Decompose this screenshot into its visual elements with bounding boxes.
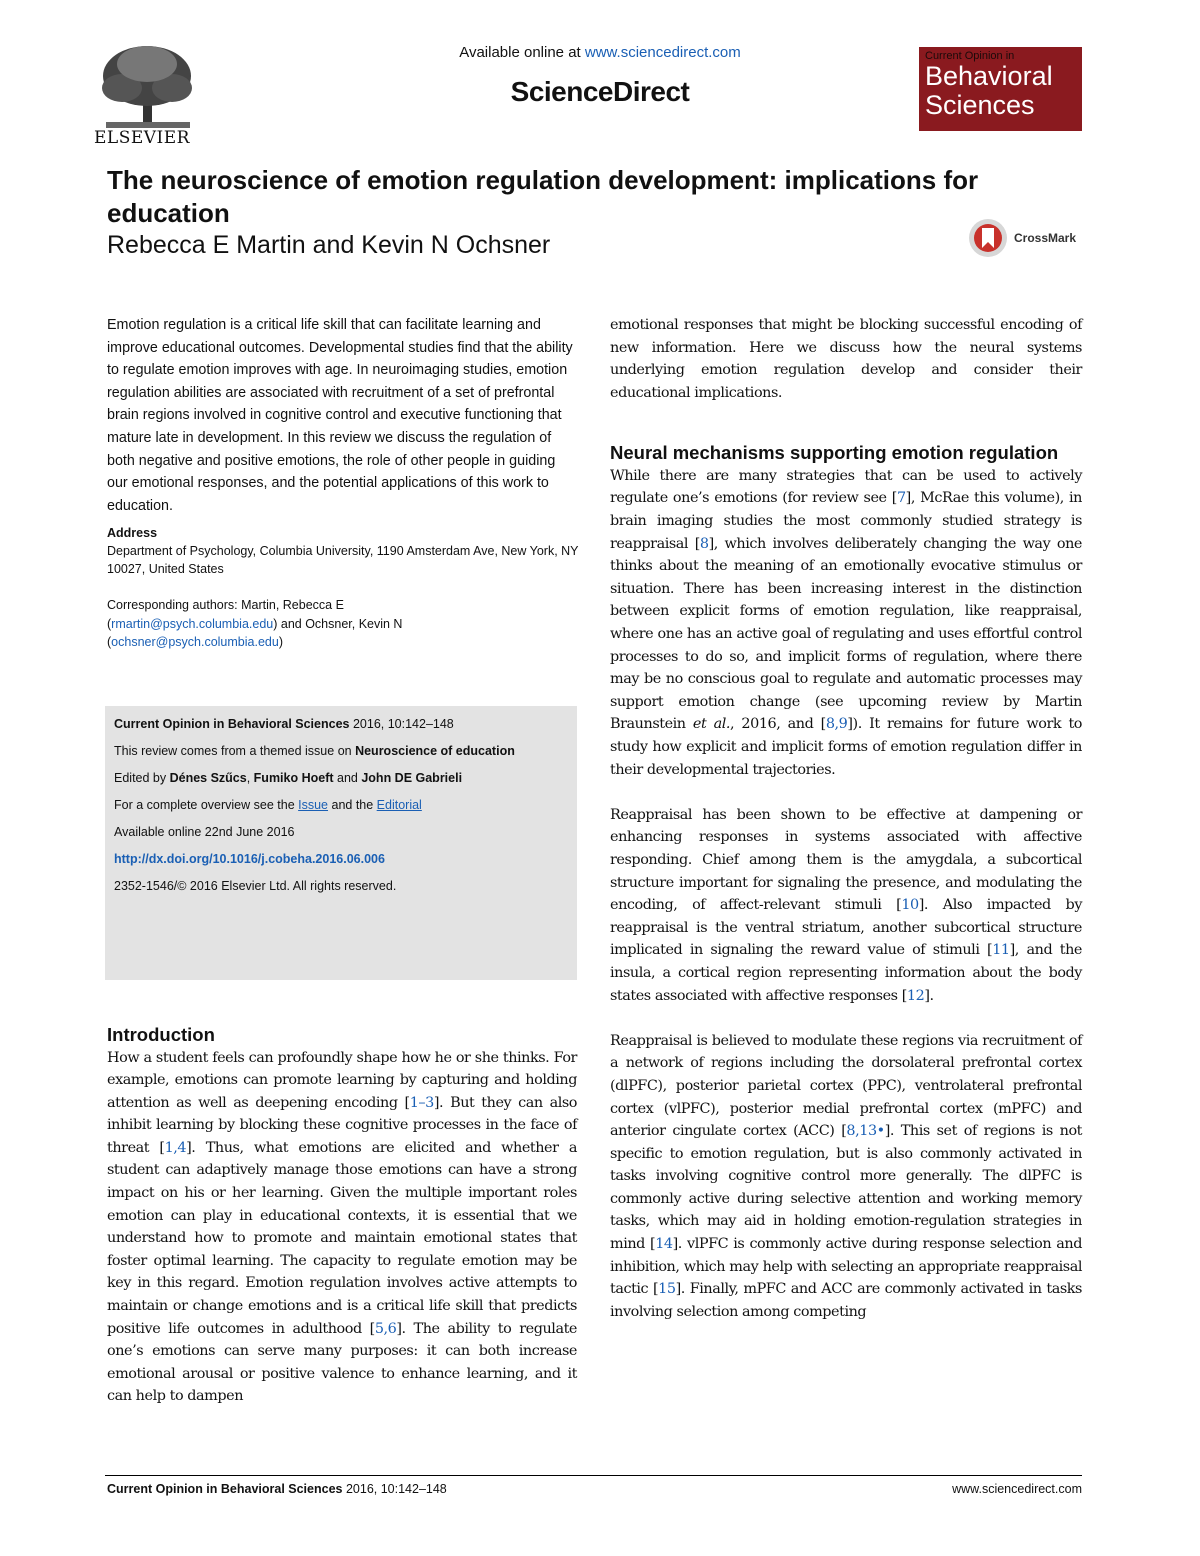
overview: For a complete overview see the Issue and the Editorial xyxy=(114,798,422,812)
copyright: 2352-1546/© 2016 Elsevier Ltd. All rights reserved. xyxy=(114,879,397,893)
neural-mechanisms-paragraph-3: Reappraisal is believed to modulate these regions via recruitment of a network of regions including the dorsolateral prefrontal cortex (dlPFC), posterior parietal cortex (PPC), ventrolateral prefrontal cortex (vlPFC), posterior medial prefrontal cortex (mPFC) and anterior cingulate cortex (ACC) [8,13•]. This set of regions is not specific to emotion regulation, but is also commonly activated in tasks involving cognitive control more generally. The dlPFC is commonly active during selective attention and working memory tasks, which may aid in holding emotion-regulation strategies in mind [14]. vlPFC is commonly active during response selection and inhibition, which may help with selecting an appropriate reappraisal tactic [15]. Finally, mPFC and ACC are commonly activated in tasks involving selection among competing xyxy=(610,1032,1083,1320)
neural-mechanisms-paragraph-2: Reappraisal has been shown to be effective at dampening or enhancing responses in systems associated with affective responding. Chief among them is the amygdala, a subcortical structure important for signaling the presence, and modulating the encoding, of affect-relevant stimuli [10]. Also impacted by reappraisal is the ventral striatum, another subcortical structure implicated in signaling the reward value of stimuli [11], and the insula, a cortical region representing information about the body states associated with affective responses [12]. xyxy=(610,806,1083,1004)
available-date: Available online 22nd June 2016 xyxy=(114,825,295,839)
footer-rule xyxy=(105,1475,1082,1476)
email-ochsner-link[interactable]: ochsner@psych.columbia.edu xyxy=(111,635,279,650)
editorial-link[interactable]: Editorial xyxy=(376,798,422,812)
introduction-paragraph: How a student feels can profoundly shape how he or she thinks. For example, emotions can promote learning by capturing and holding attention as well as deepening encoding [1–3]. But they can also inhibit learning by blocking these cognitive processes in the face of threat [1,4]. Thus, what emotions are elicited and whether a student can adaptively manage those emotions can have a strong impact on his or her learning. Given the multiple important roles emotion can play in educational contexts, it is essential that we understand how to promote and maintain emotional states that foster optimal learning. The capacity to regulate emotion may be key in this regard. Emotion regulation involves active attempts to maintain or change emotions and is a critical life skill that predicts positive life outcomes in adulthood [5,6]. The ability to regulate one’s emotions can serve many purposes: it can both increase emotional arousal or positive valence to enhance learning, and it can help to dampen xyxy=(107,1049,578,1405)
sciencedirect-link[interactable]: www.sciencedirect.com xyxy=(584,44,741,61)
abstract: Emotion regulation is a critical life skill that can facilitate learning and improve educational outcomes. Developmental studies find that the ability to regulate emotion improves with age. In neuroimaging studies, emotion regulation abilities are associated with recruitment of a set of prefrontal brain regions involved in cognitive control and executive functioning that mature late in development. In this review we discuss the regulation of both negative and positive emotions, the role of other people in guiding our emotional responses, and the potential applications of this work to education. xyxy=(107,317,573,514)
footer-citation: Current Opinion in Behavioral Sciences 2016, 10:142–148 xyxy=(107,1482,447,1496)
neural-mechanisms-paragraph-1: While there are many strategies that can be used to actively regulate one’s emotions (for review see [7], McRae this volume), in brain imaging studies the most commonly studied strategy is reappraisal [8], which involves deliberately changing the way one thinks about the meaning of an emotionally evocative stimulus or situation. There has been increasing interest in the distinction between explicit forms of emotion regulation, like reappraisal, where one has an active goal of regulating and uses effortful control processes to do so, and implicit forms of regulation, where there may be no conscious goal to regulate and automatic processes may support emotion change (see upcoming review by Martin Braunstein et al., 2016, and [8,9]). It remains for future work to study how explicit and implicit forms of emotion regulation differ in their developmental trajectories. xyxy=(610,467,1082,778)
left-column xyxy=(107,314,579,652)
crossmark-badge[interactable] xyxy=(968,217,1083,259)
journal-logo xyxy=(919,47,1082,131)
article-authors: Rebecca E Martin and Kevin N Ochsner xyxy=(107,231,551,259)
article-info-box xyxy=(105,706,577,980)
footer-url[interactable]: www.sciencedirect.com xyxy=(952,1482,1082,1496)
crossmark-icon xyxy=(968,218,1008,258)
address-text: Department of Psychology, Columbia University, 1190 Amsterdam Ave, New York, NY 10027, United States xyxy=(107,544,579,577)
introduction-section xyxy=(107,1024,577,1408)
journal-logo-line1: Behavioral xyxy=(925,61,1053,91)
publisher-name: ELSEVIER xyxy=(94,128,190,148)
journal-logo-small: Current Opinion in xyxy=(925,50,1015,62)
article-title: The neuroscience of emotion regulation development: implications for education xyxy=(107,165,979,228)
doi-link[interactable]: http://dx.doi.org/10.1016/j.cobeha.2016.06.006 xyxy=(114,852,385,866)
right-column xyxy=(610,314,1082,1323)
citation-line: Current Opinion in Behavioral Sciences 2016, 10:142–148 xyxy=(114,717,454,731)
introduction-heading: Introduction xyxy=(107,1024,215,1045)
email-martin-link[interactable]: rmartin@psych.columbia.edu xyxy=(111,616,274,631)
abstract-continuation: emotional responses that might be blocking successful encoding of new information. Here we discuss how the neural systems underlying emotion regulation develop and consider their educational implications. xyxy=(610,317,1082,401)
themed-issue: This review comes from a themed issue on Neuroscience of education xyxy=(114,744,515,758)
issue-link[interactable]: Issue xyxy=(298,798,329,812)
elsevier-logo xyxy=(92,42,202,150)
neural-mechanisms-heading: Neural mechanisms supporting emotion regulation xyxy=(610,442,1059,464)
platform-name: ScienceDirect xyxy=(510,76,690,107)
address-heading: Address xyxy=(107,526,158,541)
corresponding-authors: Corresponding authors: Martin, Rebecca E (rmartin@psych.columbia.edu) and Ochsner, Kevin N (ochsner@psych.columbia.edu) xyxy=(107,598,403,650)
edited-by: Edited by Dénes Szűcs, Fumiko Hoeft and John DE Gabrieli xyxy=(114,771,463,785)
crossmark-label: CrossMark xyxy=(1014,231,1077,245)
available-online: Available online at www.sciencedirect.com xyxy=(459,44,741,61)
journal-logo-line2: Sciences xyxy=(925,90,1035,120)
